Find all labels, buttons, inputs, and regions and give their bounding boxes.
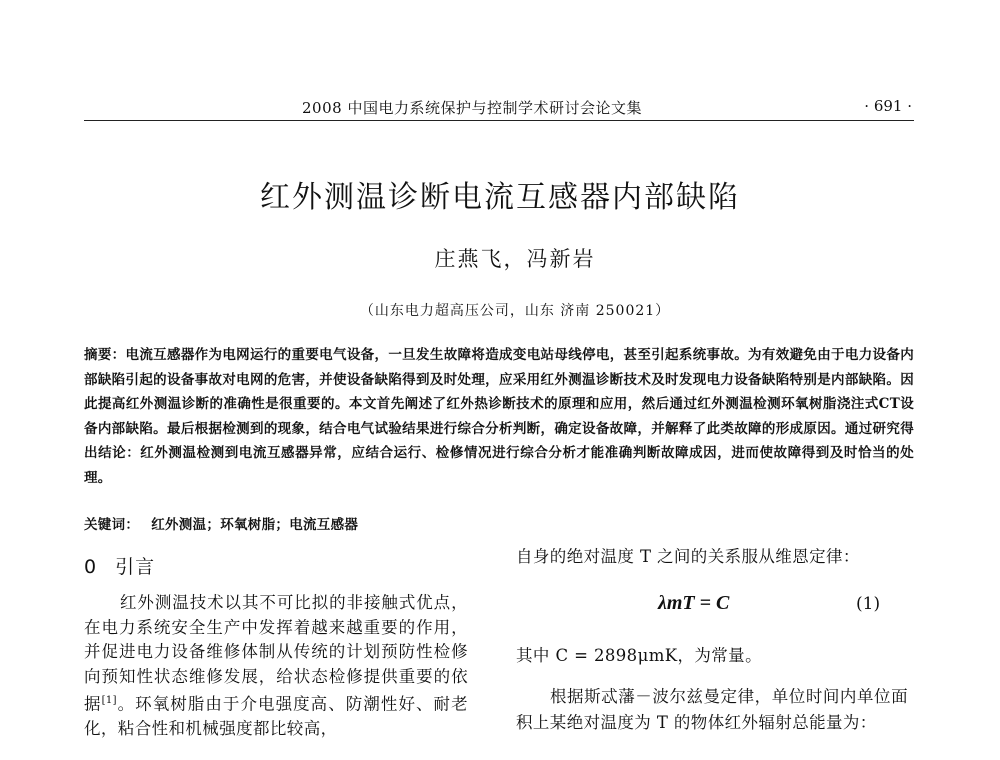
equation-number: (1) [856,594,881,614]
abstract-text: 电流互感器作为电网运行的重要电气设备，一旦发生故障将造成变电站母线停电，甚至引起系统事故。为有效避免由于电力设备内部缺陷引起的设备事故对电网的危害，并使设备缺陷得到及时处理，应采用红外测温诊断技术及时发现电力设备缺陷特别是内部缺陷。因此提高红外测温诊断的准确性是很重要的。本文首先阐述了红外热诊断技术的原理和应用，然后通过红外测温检测环氧树脂浇注式CT设备内部缺陷。最后根据检测到的现象，结合电气试验结果进行综合分析判断，确定设备故障，并解释了此类故障的形成原因。通过研究得出结论：红外测温检测到电流互感器异常，应结合运行、检修情况进行综合分析才能准确判断故障成因，进而使故障得到及时恰当的处理。 [84,347,914,486]
abstract [84,343,914,490]
authors: 庄燕飞，冯新岩 [434,247,596,271]
affiliation: （山东电力超高压公司，山东 济南 250021） [359,303,671,319]
keywords-label: 关键词： [84,517,140,533]
paper-title: 红外测温诊断电流互感器内部缺陷 [260,180,740,215]
intro-text-1: 红外测温技术以其不可比拟的非接触式优点，在电力系统安全生产中发挥着越来越重要的作用，并促进电力设备维修体制从传统的计划预防性检修向预知性状态维修发展，给状态检修提供重要的依据 [84,593,468,714]
section-heading [84,552,155,579]
intro-paragraph [84,591,468,742]
citation-ref: [1] [101,695,117,706]
wien-law-line: 自身的绝对温度 T 之间的关系服从维恩定律： [516,547,860,566]
keywords [84,513,914,533]
conference-name: 2008 中国电力系统保护与控制学术研讨会论文集 [302,99,642,117]
running-header [84,92,914,121]
wien-formula: λmT = C [658,592,730,614]
intro-text-2: 。环氧树脂由于介电强度高、防潮性好、耐老化，粘合性和机械强度都比较高， [84,694,469,738]
keywords-text: 红外测温；环氧树脂；电流互感器 [151,517,359,533]
abstract-label: 摘要： [84,347,126,363]
section-title: 引言 [115,556,156,578]
constant-line: 其中 C = 2898μmK，为常量。 [516,646,762,665]
page-number: · 691 · [864,97,912,115]
stefan-boltzmann-paragraph: 根据斯忒藩－波尔兹曼定律，单位时间内单位面积上某绝对温度为 T 的物体红外辐射总能量为： [516,687,908,732]
section-number: 0 [84,556,98,578]
